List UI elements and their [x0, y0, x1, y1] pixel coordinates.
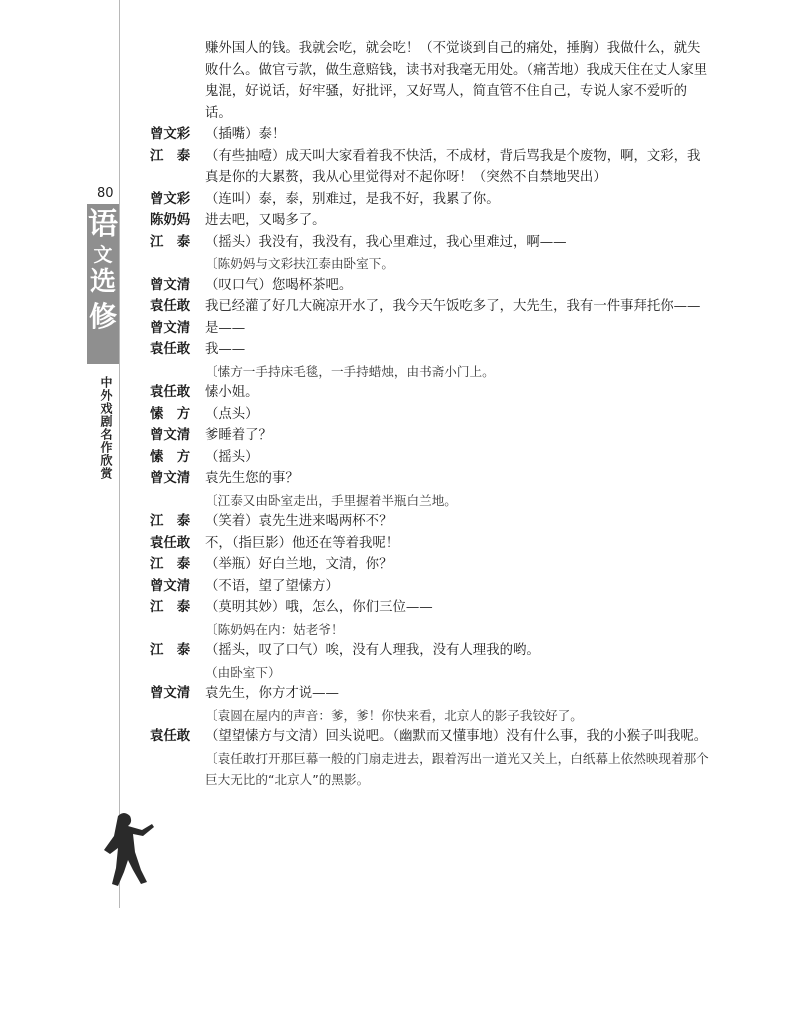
script-body: [150, 38, 710, 791]
dialogue-text: 袁先生您的事？: [205, 471, 299, 486]
dialogue-text: 袁先生，你方才说——: [205, 686, 339, 701]
speaker-name: 曾文清: [150, 427, 191, 443]
stage-direction-text: 〔袁圆在屋内的声音：爹，爹！你快来看，北京人的影子我铰好了。: [205, 707, 583, 723]
dialogue-text: （举瓶）好白兰地，文清，你？: [205, 557, 393, 572]
page-number: 80: [97, 186, 114, 201]
running-figure-icon: [96, 808, 156, 888]
speaker-name: 曾文清: [150, 319, 191, 336]
stage-direction: [150, 662, 710, 684]
side-band-char: 语: [88, 207, 118, 242]
dialogue-line: [150, 683, 710, 705]
dialogue-line: [150, 468, 710, 490]
dialogue-line: [150, 189, 710, 211]
speaker-name: 袁任敢: [150, 341, 191, 357]
margin-rule: [119, 0, 120, 908]
dialogue-line: [150, 447, 710, 469]
speaker-name: 江 泰: [150, 233, 191, 250]
dialogue-line: [150, 210, 710, 232]
speaker-name: 曾文彩: [150, 126, 191, 142]
speaker-name: 曾文清: [150, 577, 191, 594]
dialogue-line: [150, 318, 710, 340]
stage-direction-text: 〔愫方一手持床毛毯，一手持蜡烛，由书斋小门上。: [205, 363, 495, 379]
stage-direction-text: 〔陈奶妈在内：姑老爷！: [205, 621, 344, 637]
dialogue-line: [150, 554, 710, 576]
dialogue-line: [150, 38, 710, 124]
dialogue-line: [150, 339, 710, 361]
speaker-name: 曾文清: [150, 276, 191, 293]
dialogue-text: （插嘴）泰！: [205, 127, 286, 142]
speaker-name: 袁任敢: [150, 384, 191, 400]
stage-direction-text: （由卧室下）: [205, 664, 281, 680]
dialogue-text: （连叫）泰，泰，别难过，是我不好，我累了你。: [205, 191, 500, 207]
dialogue-text: 不，（指巨影）他还在等着我呢！: [205, 535, 400, 551]
side-band-char: 选: [89, 267, 116, 297]
stage-direction: [150, 253, 710, 275]
dialogue-line: [150, 124, 710, 146]
dialogue-text: 我已经灌了好几大碗凉开水了，我今天午饭吃多了，大先生，我有一件事拜托你——: [205, 299, 701, 314]
dialogue-text: （莫明其妙）哦，怎么，你们三位——: [205, 600, 433, 615]
stage-direction: [150, 361, 710, 383]
speaker-name: 曾文清: [150, 470, 191, 486]
dialogue-text: （笑着）袁先生进来喝两杯不？: [205, 514, 393, 529]
dialogue-line: [150, 597, 710, 619]
stage-direction-text: 〔袁任敢打开那巨幕一般的门扇走进去，跟着泻出一道光又关上，白纸幕上依然映现着那个巨大无比的“北京人”的黑影。: [205, 750, 709, 787]
dialogue-text: 赚外国人的钱。我就会吃，就会吃！（不觉谈到自己的痛处，捶胸）我做什么，就失败什么。做官亏款，做生意赔钱，读书对我毫无用处。（痛苦地）我成天住在丈人家里鬼混，好说话，好牢骚，好批评，又好骂人，简直管不住自己，专说人家不爱听的话。: [205, 41, 708, 121]
dialogue-text: （摇头）: [205, 449, 259, 465]
stage-direction: [150, 490, 710, 512]
speaker-name: 江 泰: [150, 513, 191, 529]
speaker-name: 江 泰: [150, 642, 191, 658]
dialogue-text: （摇头，叹了口气）唉，没有人理我，没有人理我的哟。: [205, 643, 540, 658]
stage-direction: [150, 619, 710, 641]
dialogue-line: [150, 640, 710, 662]
stage-direction: [150, 748, 710, 791]
dialogue-line: [150, 382, 710, 404]
stage-direction: [150, 705, 710, 727]
dialogue-text: 愫小姐。: [205, 385, 259, 400]
stage-direction-text: 〔江泰又由卧室走出，手里握着半瓶白兰地。: [205, 492, 457, 508]
speaker-name: 陈奶妈: [150, 212, 191, 228]
dialogue-line: [150, 404, 710, 426]
dialogue-text: （有些抽噎）成天叫大家看着我不快活，不成材，背后骂我是个废物，啊，文彩，我真是你的大累赘，我从心里觉得对不起你呀！（突然不自禁地哭出）: [205, 148, 701, 185]
speaker-name: 袁任敢: [150, 728, 191, 744]
side-band-title: [87, 208, 119, 331]
dialogue-text: （摇头）我没有，我没有，我心里难过，我心里难过，啊——: [205, 234, 567, 250]
dialogue-text: 爹睡着了？: [205, 428, 272, 443]
dialogue-text: （点头）: [205, 406, 259, 422]
dialogue-line: [150, 726, 710, 748]
speaker-name: 愫 方: [150, 405, 191, 422]
dialogue-line: [150, 533, 710, 555]
dialogue-line: [150, 146, 710, 189]
dialogue-text: 我——: [205, 342, 246, 357]
side-band-char: 文: [93, 244, 113, 266]
speaker-name: 江 泰: [150, 556, 191, 572]
dialogue-text: （叹口气）您喝杯茶吧。: [205, 277, 353, 293]
dialogue-text: 是——: [205, 320, 246, 336]
dialogue-text: （不语，望了望愫方）: [205, 578, 339, 594]
speaker-name: 曾文清: [150, 685, 191, 701]
dialogue-line: [150, 425, 710, 447]
dialogue-line: [150, 296, 710, 318]
speaker-name: 曾文彩: [150, 190, 191, 207]
dialogue-line: [150, 232, 710, 254]
dialogue-line: [150, 576, 710, 598]
dialogue-text: （望望愫方与文清）回头说吧。（幽默而又懂事地）没有什么事，我的小猴子叫我呢。: [205, 729, 708, 744]
speaker-name: 袁任敢: [150, 534, 191, 551]
dialogue-line: [150, 511, 710, 533]
dialogue-line: [150, 275, 710, 297]
series-title: 中外戏剧名作欣赏: [99, 376, 113, 480]
side-band-char: 修: [88, 300, 117, 333]
speaker-name: 袁任敢: [150, 298, 191, 314]
stage-direction-text: 〔陈奶妈与文彩扶江泰由卧室下。: [205, 256, 394, 271]
speaker-name: 愫 方: [150, 448, 191, 465]
speaker-name: 江 泰: [150, 599, 191, 615]
dialogue-text: 进去吧，又喝多了。: [205, 213, 326, 228]
speaker-name: 江 泰: [150, 147, 191, 164]
